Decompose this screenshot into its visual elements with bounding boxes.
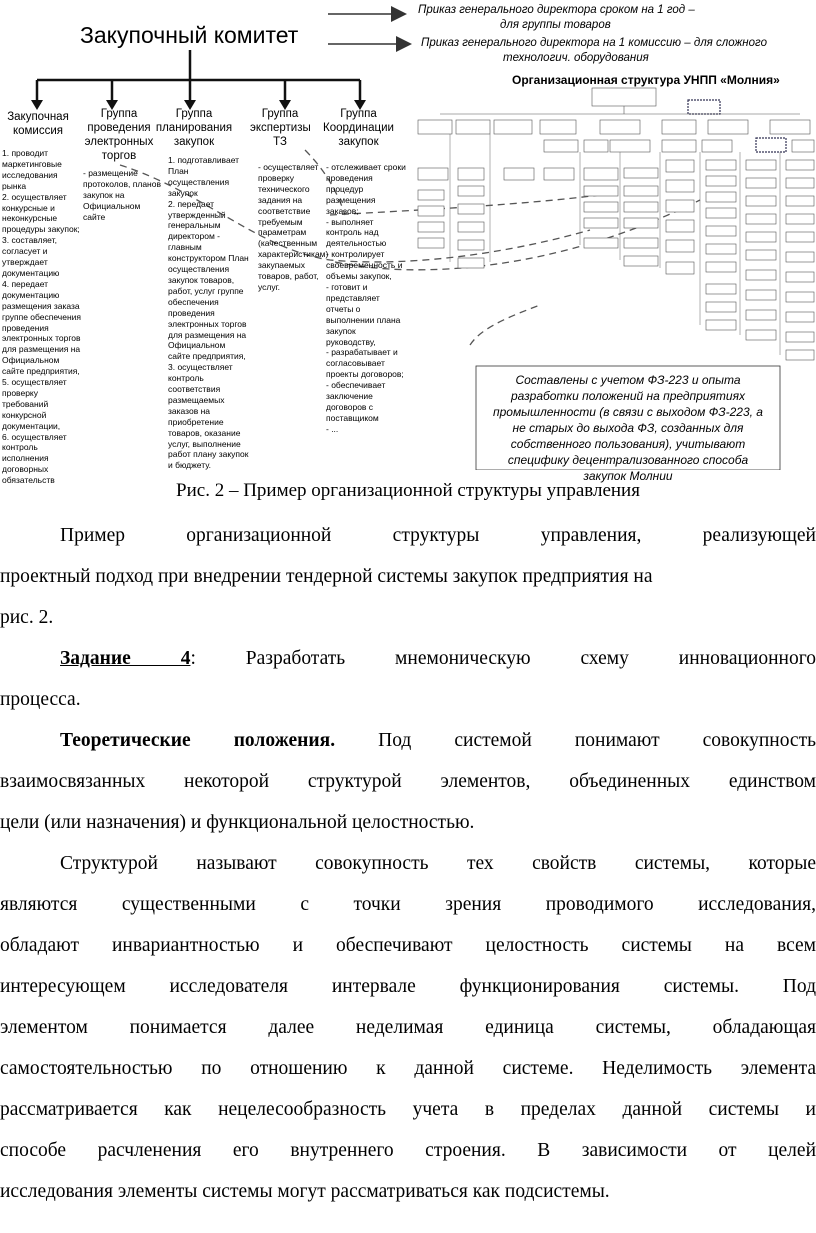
task-text: : Разработать мнемоническую схему инновационного xyxy=(190,648,816,669)
group-title-coordination: Группа Координации закупок xyxy=(323,108,394,148)
theory-heading: Теоретические положения. xyxy=(60,730,336,751)
order-arrows xyxy=(328,14,410,44)
paragraph-task xyxy=(0,638,816,720)
paragraph-structure xyxy=(0,843,816,1212)
group-title-planning: Группа планирования закупок xyxy=(155,108,233,148)
structure-line-8: способе расчленения его внутреннего строения. В зависимости от целей xyxy=(0,1140,816,1161)
org-structure-title: Организационная структура УНПП «Молния» xyxy=(512,73,780,87)
structure-line-6: самостоятельностью по отношению к данной системе. Неделимость элемента xyxy=(0,1058,816,1079)
paragraph-1-line-3: рис. 2. xyxy=(0,607,54,628)
figure-caption: Рис. 2 – Пример организационной структуры управления xyxy=(176,480,640,501)
org-structure-figure xyxy=(0,0,816,486)
structure-line-7: рассматривается как нецелесообразность учета в пределах данной системы и xyxy=(0,1099,816,1120)
paragraph-1-line-1: Пример организационной структуры управления, реализующей xyxy=(60,525,816,546)
theory-text: Под системой понимают совокупность xyxy=(335,730,816,751)
group-desc-procurement-commission: 1. проводит маркетинговые исследования рынка 2. осуществляет конкурсные и неконкурсные процедуры закупок; 3. составляет, согласует и утверждает документацию 4. передает документацию размещения заказа группе обеспечения проведения электронных торгов для размещения на Официальном сайте предприятия, 5. осуществляет проверку требований конкурсной документации, 6. осуществляет контроль исполнения договорных обязательств xyxy=(2,148,82,486)
committee-title: Закупочный комитет xyxy=(80,22,299,48)
order-1-line-1: Приказ генерального директора сроком на 1 год – xyxy=(418,4,695,16)
group-desc-coordination: - отслеживает сроки проведения процедур размещения заказов; - выполняет контроль над деятельностью - контролирует своевременность и объемы закупок, - готовит и представляет отчеты о выполнении плана закупок руководству, - разрабатывает и согласовывает проекты договоров; - обеспечивает заключение договоров с поставщиком - ... xyxy=(326,162,406,434)
mini-org-chart xyxy=(418,88,814,360)
structure-line-3: обладают инвариантностью и обеспечивают целостность системы на всем xyxy=(0,935,816,956)
group-title-procurement-commission: Закупочная комиссия xyxy=(7,111,69,137)
order-2-line-1: Приказ генерального директора на 1 комиссию – для сложного xyxy=(421,37,767,49)
task-label: Задание 4 xyxy=(60,648,191,669)
group-desc-e-tenders: - размещение протоколов, планов закупок на Официальном сайте xyxy=(83,168,161,222)
group-desc-tz-expertise: - осуществляет проверку технического задания на соответствие требуемым параметрам (качественным характеристикам) закупаемых товаров, работ, услуг. xyxy=(258,162,329,292)
order-label-1 xyxy=(418,3,748,33)
structure-line-2: являются существенными с точки зрения проводимого исследования, xyxy=(0,894,816,915)
task-line-2: процесса. xyxy=(0,689,81,710)
order-1-line-2: для группы товаров xyxy=(500,19,611,31)
order-label-2 xyxy=(421,36,801,66)
task-line-1 xyxy=(0,638,816,679)
structure-line-4: интересующем исследователя интервале функционирования системы. Под xyxy=(0,976,816,997)
group-title-e-tenders: Группа проведения электронных торгов xyxy=(84,108,154,162)
note-text: Составлены с учетом ФЗ-223 и опыта разработки положений на предприятиях промышленности (в связи с выходом ФЗ-223, а не старых до выхода ФЗ, созданных для собственного пользования), учитывают специфику децентрализованного способа закупок Молнии xyxy=(493,373,763,483)
paragraph-theory xyxy=(0,720,816,843)
structure-line-1: Структурой называют совокупность тех свойств системы, которые xyxy=(60,853,816,874)
paragraph-1 xyxy=(0,515,816,638)
order-2-line-2: технологич. оборудования xyxy=(503,52,649,64)
paragraph-1-line-2: проектный подход при внедрении тендерной системы закупок предприятия на xyxy=(0,566,653,587)
group-desc-planning: 1. подготавливает План осуществления закупок 2. передает утвержденный генеральным директором - главным конструктором План осуществления закупок товаров, работ, услуг группе обеспечения проведения электронных торгов для размещения на Официальном сайте предприятия, 3. осуществляет контроль соответствия размещаемых заказов на приобретение товаров, оказание услуг, выполнение работ плану закупок и бюджету. xyxy=(168,155,249,471)
theory-line-2: взаимосвязанных некоторой структурой элементов, объединенных единством xyxy=(0,771,816,792)
structure-line-5: элементом понимается далее неделимая единица системы, обладающая xyxy=(0,1017,816,1038)
theory-line-3: цели (или назначения) и функциональной целостностью. xyxy=(0,812,475,833)
committee-tree-lines xyxy=(37,50,360,105)
theory-line-1 xyxy=(0,720,816,761)
group-title-tz-expertise: Группа экспертизы ТЗ xyxy=(250,108,311,148)
structure-line-9: исследования элементы системы могут рассматриваться как подсистемы. xyxy=(0,1181,610,1202)
